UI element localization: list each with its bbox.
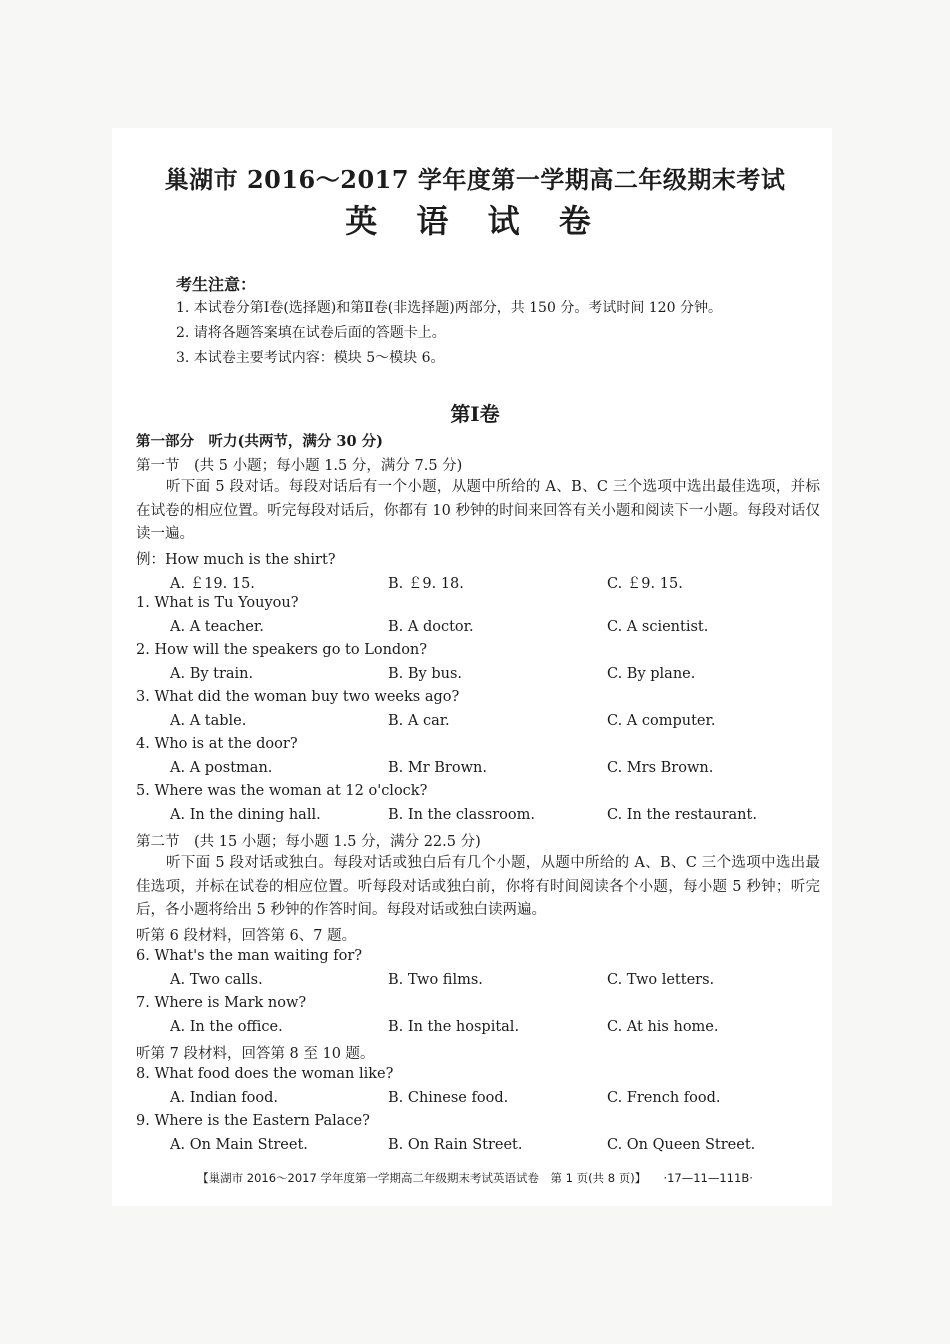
option-c: C. A computer. [607, 713, 716, 729]
notice-item: 1. 本试卷分第Ⅰ卷(选择题)和第Ⅱ卷(非选择题)两部分，共 150 分。考试时间 120 分钟。 [176, 300, 722, 316]
exam-subtitle: 英 语 试 卷 [345, 202, 605, 240]
option-a: A. By train. [170, 666, 254, 682]
option-c: C. In the restaurant. [607, 807, 757, 823]
notice-item: 2. 请将各题答案填在试卷后面的答题卡上。 [176, 325, 446, 341]
option-a: A. On Main Street. [170, 1137, 308, 1153]
option-b: B. In the classroom. [388, 807, 535, 823]
option-c: C. On Queen Street. [607, 1137, 756, 1153]
option-c: C. By plane. [607, 666, 696, 682]
option-a: A. ￡19. 15. [170, 576, 255, 592]
volume-title: 第Ⅰ卷 [450, 402, 500, 426]
option-b: B. Two films. [388, 972, 483, 988]
option-a: A. A table. [170, 713, 247, 729]
notice-item: 3. 本试卷主要考试内容：模块 5～模块 6。 [176, 350, 445, 366]
material-heading: 听第 6 段材料，回答第 6、7 题。 [136, 928, 357, 944]
question: 9. Where is the Eastern Palace? [136, 1113, 370, 1129]
option-b: B. A car. [388, 713, 450, 729]
page-footer: 【巢湖市 2016～2017 学年度第一学期高二年级期末考试英语试卷 第 1 页(共 8 页)】 ·17—11—111B· [197, 1171, 753, 1185]
section1-instructions: 听下面 5 段对话。每段对话后有一个小题，从题中所给的 A、B、C 三个选项中选出最佳选项，并标在试卷的相应位置。听完每段对话后，你都有 10 秒钟的时间来回答有关小题和阅读下一小题。每段对话仅读一遍。 [136, 479, 820, 542]
option-a: A. A postman. [170, 760, 273, 776]
option-b: B. On Rain Street. [388, 1137, 523, 1153]
option-c: C. French food. [607, 1090, 721, 1106]
question: 7. Where is Mark now? [136, 995, 307, 1011]
notice-heading: 考生注意： [176, 275, 257, 294]
option-b: B. A doctor. [388, 619, 474, 635]
option-c: C. Mrs Brown. [607, 760, 714, 776]
option-c: C. A scientist. [607, 619, 709, 635]
option-a: A. Indian food. [170, 1090, 278, 1106]
option-b: B. Mr Brown. [388, 760, 487, 776]
option-c: C. At his home. [607, 1019, 719, 1035]
question: 2. How will the speakers go to London? [136, 642, 428, 658]
option-a: A. A teacher. [170, 619, 264, 635]
part1-heading: 第一部分 听力(共两节，满分 30 分) [136, 433, 383, 450]
option-b: B. ￡9. 18. [388, 576, 464, 592]
question: 4. Who is at the door? [136, 736, 298, 752]
section2-heading: 第二节 (共 15 小题；每小题 1.5 分，满分 22.5 分) [136, 834, 481, 850]
section1-heading: 第一节 (共 5 小题；每小题 1.5 分，满分 7.5 分) [136, 458, 463, 474]
question: 5. Where was the woman at 12 o'clock? [136, 783, 428, 799]
option-a: A. Two calls. [170, 972, 263, 988]
option-a: A. In the dining hall. [170, 807, 321, 823]
section2-instructions: 听下面 5 段对话或独白。每段对话或独白后有几个小题，从题中所给的 A、B、C 三个选项中选出最佳选项，并标在试卷的相应位置。听每段对话或独白前，你将有时间阅读各个小题，每小题 5 秒钟；听完后，各小题将给出 5 秒钟的作答时间。每段对话或独白读两遍。 [136, 855, 820, 918]
option-b: B. By bus. [388, 666, 463, 682]
option-c: C. Two letters. [607, 972, 715, 988]
question: 3. What did the woman buy two weeks ago? [136, 689, 460, 705]
question: 1. What is Tu Youyou? [136, 595, 299, 611]
option-b: B. In the hospital. [388, 1019, 520, 1035]
question: 6. What's the man waiting for? [136, 948, 363, 964]
option-a: A. In the office. [170, 1019, 283, 1035]
question: 8. What food does the woman like? [136, 1066, 394, 1082]
example-question: 例：How much is the shirt? [136, 552, 336, 568]
option-b: B. Chinese food. [388, 1090, 509, 1106]
material-heading: 听第 7 段材料，回答第 8 至 10 题。 [136, 1046, 375, 1062]
option-c: C. ￡9. 15. [607, 576, 683, 592]
exam-title: 巢湖市 2016～2017 学年度第一学期高二年级期末考试 [164, 165, 786, 194]
